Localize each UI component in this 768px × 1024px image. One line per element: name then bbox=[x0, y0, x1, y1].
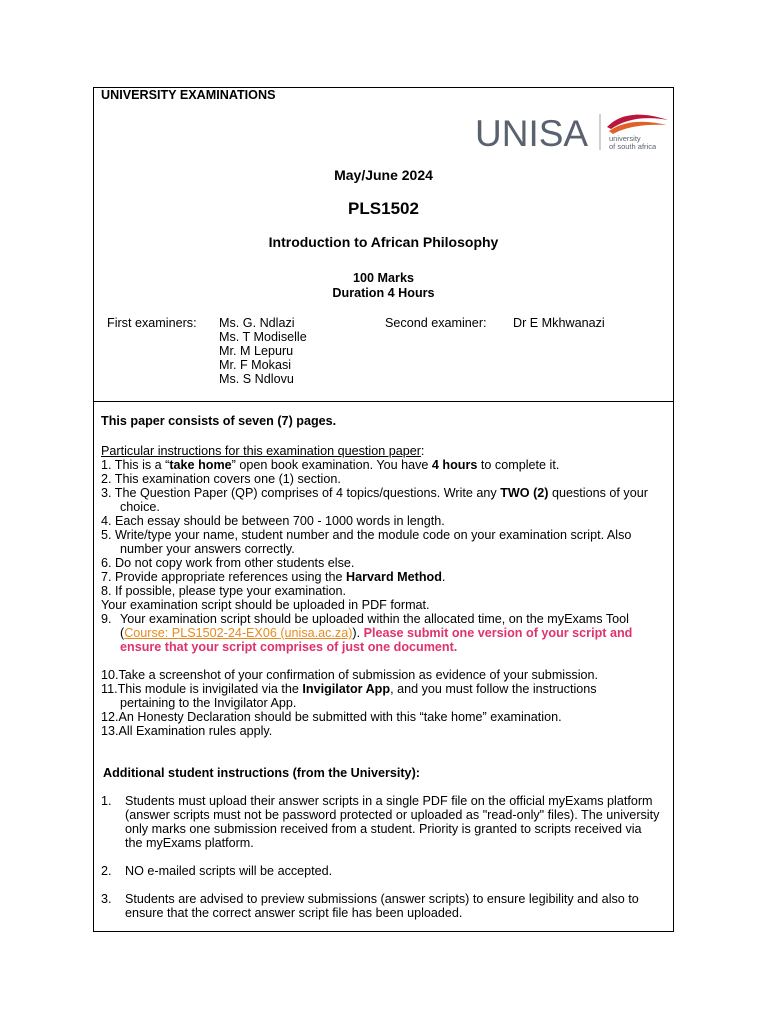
additional-3-line-2: ensure that the correct answer script file has been uploaded. bbox=[125, 906, 463, 920]
additional-3-number: 3. bbox=[101, 892, 112, 906]
instruction-9: Your examination script should be uploaded within the allocated time, on the myExams Tool bbox=[120, 612, 629, 626]
instruction-2: 2. This examination covers one (1) section. bbox=[101, 472, 341, 486]
second-examiner-label: Second examiner: bbox=[385, 316, 487, 330]
first-examiner-5: Ms. S Ndlovu bbox=[219, 372, 294, 386]
instruction-6: 6. Do not copy work from other students else. bbox=[101, 556, 355, 570]
instruction-11-cont: pertaining to the Invigilator App. bbox=[120, 696, 297, 710]
first-examiner-1: Ms. G. Ndlazi bbox=[219, 316, 295, 330]
unisa-logo-sub2: of south africa bbox=[609, 142, 657, 151]
module-title: Introduction to African Philosophy bbox=[268, 234, 499, 250]
instruction-11: 11.This module is invigilated via the Invigilator App, and you must follow the instructions bbox=[101, 682, 597, 696]
unisa-logo bbox=[475, 110, 670, 154]
second-examiner-name: Dr E Mkhwanazi bbox=[513, 316, 605, 330]
module-code: PLS1502 bbox=[348, 199, 419, 218]
university-examinations-label: UNIVERSITY EXAMINATIONS bbox=[101, 88, 276, 102]
additional-1-line-3: only marks one submission received from a student. Priority is granted to scripts received via bbox=[125, 822, 642, 836]
exam-session: May/June 2024 bbox=[334, 167, 433, 183]
first-examiner-4: Mr. F Mokasi bbox=[219, 358, 292, 372]
instruction-4: 4. Each essay should be between 700 - 1000 words in length. bbox=[101, 514, 445, 528]
instruction-13: 13.All Examination rules apply. bbox=[101, 724, 273, 738]
additional-instructions-heading: Additional student instructions (from the University): bbox=[103, 766, 420, 780]
instruction-9-cont: (Course: PLS1502-24-EX06 (unisa.ac.za)). Please submit one version of your script and bbox=[120, 626, 633, 640]
exam-cover-frame bbox=[93, 87, 674, 932]
additional-1-line-1: Students must upload their answer scripts in a single PDF file on the official myExams platform bbox=[125, 794, 653, 808]
additional-1-number: 1. bbox=[101, 794, 112, 808]
instruction-12: 12.An Honesty Declaration should be submitted with this “take home” examination. bbox=[101, 710, 562, 724]
instruction-9-warning: ensure that your script comprises of just one document. bbox=[120, 640, 458, 654]
exam-duration: Duration 4 Hours bbox=[332, 286, 435, 300]
myexams-course-link[interactable]: Course: PLS1502-24-EX06 (unisa.ac.za) bbox=[124, 626, 353, 640]
additional-2-number: 2. bbox=[101, 864, 112, 878]
first-examiner-3: Mr. M Lepuru bbox=[219, 344, 294, 358]
instruction-7: 7. Provide appropriate references using the Harvard Method. bbox=[101, 570, 446, 584]
additional-1-line-2: (answer scripts must not be password protected or uploaded as "read-only" files). The university bbox=[125, 808, 660, 822]
additional-1-line-4: the myExams platform. bbox=[125, 836, 254, 850]
instruction-3: 3. The Question Paper (QP) comprises of 4 topics/questions. Write any TWO (2) questions of your bbox=[101, 486, 648, 500]
instruction-1: 1. This is a “take home” open book examination. You have 4 hours to complete it. bbox=[101, 458, 560, 472]
instruction-9-number: 9. bbox=[101, 612, 112, 626]
page-count-note: This paper consists of seven (7) pages. bbox=[101, 414, 337, 428]
unisa-logo-sub1: university bbox=[609, 134, 641, 143]
instruction-8: 8. If possible, please type your examination. bbox=[101, 584, 347, 598]
total-marks: 100 Marks bbox=[353, 271, 414, 285]
instruction-5-cont: number your answers correctly. bbox=[120, 542, 295, 556]
additional-3-line-1: Students are advised to preview submissions (answer scripts) to ensure legibility and also to bbox=[125, 892, 639, 906]
pdf-format-note: Your examination script should be uploaded in PDF format. bbox=[101, 598, 430, 612]
particular-instructions-heading: Particular instructions for this examination question paper: bbox=[101, 444, 425, 458]
first-examiners-label: First examiners: bbox=[107, 316, 197, 330]
first-examiner-2: Ms. T Modiselle bbox=[219, 330, 307, 344]
instruction-5: 5. Write/type your name, student number and the module code on your examination script. Also bbox=[101, 528, 632, 542]
unisa-logo-word: UNISA bbox=[475, 113, 589, 154]
instruction-3-cont: choice. bbox=[120, 500, 160, 514]
additional-2: NO e-mailed scripts will be accepted. bbox=[125, 864, 333, 878]
instruction-10: 10.Take a screenshot of your confirmation of submission as evidence of your submission. bbox=[101, 668, 599, 682]
cover-header-section bbox=[94, 88, 673, 402]
